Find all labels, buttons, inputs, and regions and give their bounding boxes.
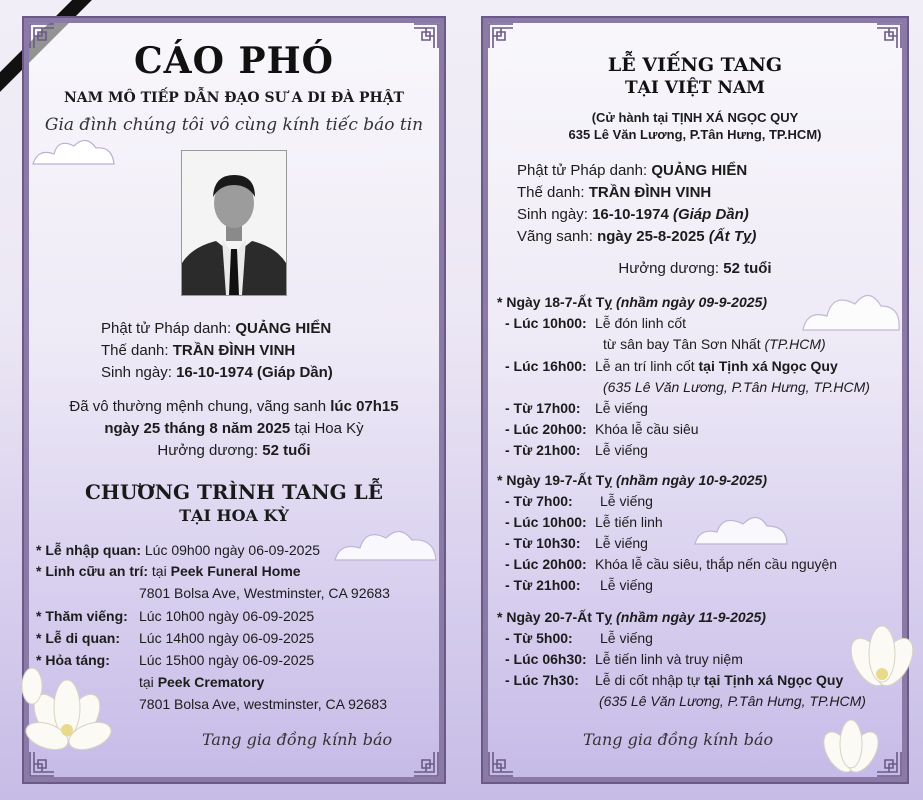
day-2-item-3-time: - Từ 10h30: [505,535,581,551]
crematory-address: 7801 Bolsa Ave, westminster, CA 92683 [139,696,388,712]
event-cremation: * Hỏa táng: [36,652,110,668]
day-3-item-2-desc: Lễ tiến linh và truy niệm [595,651,743,667]
lotus-flower-image [12,658,142,788]
dharma-name-line: Phật tử Pháp danh: QUẢNG HIỂN [517,162,748,179]
day-3-item-1-desc: Lễ viếng [600,630,653,646]
day-3-item-3-address: (635 Lê Văn Lương, P.Tân Hưng, TP.HCM) [599,693,866,709]
cloud-ornament [799,280,903,340]
passing-date-line: Vãng sanh: ngày 25-8-2025 (Ất Tỵ) [517,228,757,245]
death-line-1: Đã vô thường mệnh chung, vãng sanh lúc 07h15 [69,398,399,415]
day-1-item-5-time: - Từ 21h00: [505,442,581,458]
day-3-item-2-time: - Lúc 06h30: [505,651,587,667]
death-line-2: ngày 25 tháng 8 năm 2025 tại Hoa Kỳ [104,420,364,437]
secular-name-line: Thế danh: TRẦN ĐÌNH VINH [517,184,712,201]
portrait-photo [181,150,287,296]
age-line: Hưởng dương: 52 tuổi [618,260,772,277]
corner-ornament [487,22,515,50]
venue-address: 635 Lê Văn Lương, P.Tân Hưng, TP.HCM) [568,127,822,142]
secular-name-line: Thế danh: TRẦN ĐÌNH VINH [101,342,296,359]
venue-line: (Cử hành tại TỊNH XÁ NGỌC QUY [591,110,799,125]
day-2-item-4-desc: Khóa lễ cầu siêu, thắp nến cầu nguyện [595,556,838,572]
day-3-heading: * Ngày 20-7-Ất Tỵ (nhầm ngày 11-9-2025) [497,609,766,625]
corner-ornament [875,22,903,50]
birth-date-line: Sinh ngày: 16-10-1974 (Giáp Dần) [517,206,749,223]
event-procession: * Lễ di quan: [36,630,120,646]
obituary-title: CÁO PHÓ [134,40,334,82]
program-subtitle: TẠI HOA KỲ [179,506,289,525]
visitation-time: Lúc 10h00 ngày 06-09-2025 [139,608,315,624]
day-1-item-1-desc2: từ sân bay Tân Sơn Nhất (TP.HCM) [603,336,826,352]
day-2-item-5-desc: Lễ viếng [600,577,653,593]
day-2-item-5-time: - Từ 21h00: [505,577,581,593]
crematory-name: tại Peek Crematory [139,674,265,690]
event-lying-in-state: * Linh cữu an trí: tại Peek Funeral Home [36,563,301,579]
day-1-item-4-time: - Lúc 20h00: [505,421,587,437]
birth-date-line: Sinh ngày: 16-10-1974 (Giáp Dần) [101,364,333,381]
cloud-ornament [28,130,118,170]
event-coffining: * Lễ nhập quan: Lúc 09h00 ngày 06-09-2025 [36,542,321,558]
day-1-item-4-desc: Khóa lễ cầu siêu [595,421,699,437]
day-1-item-3-desc: Lễ viếng [595,400,648,416]
day-1-item-3-time: - Từ 17h00: [505,400,581,416]
day-2-item-2-desc: Lễ tiến linh [595,514,663,530]
memorial-title: LỄ VIẾNG TANG [607,54,783,76]
day-1-item-2-address: (635 Lê Văn Lương, P.Tân Hưng, TP.HCM) [603,379,870,395]
event-visitation: * Thăm viếng: [36,608,128,624]
closing-signature: Tang gia đồng kính báo [202,730,393,749]
day-1-item-2-desc: Lễ an trí linh cốt tại Tịnh xá Ngọc Quy [595,358,838,374]
procession-time: Lúc 14h00 ngày 06-09-2025 [139,630,315,646]
day-3-item-1-time: - Từ 5h00: [505,630,573,646]
day-2-item-2-time: - Lúc 10h00: [505,514,587,530]
obituary-panel [22,16,446,784]
cremation-time: Lúc 15h00 ngày 06-09-2025 [139,652,315,668]
age-line: Hưởng dương: 52 tuổi [157,442,311,459]
day-3-item-3-desc: Lễ di cốt nhập tự tại Tịnh xá Ngọc Quy [595,672,844,688]
memorial-subtitle: TẠI VIỆT NAM [625,78,765,98]
day-3-item-3-time: - Lúc 7h30: [505,672,579,688]
closing-signature: Tang gia đồng kính báo [583,730,774,749]
cloud-ornament [691,506,791,550]
announcement-intro: Gia đình chúng tôi vô cùng kính tiếc báo tin [44,115,424,135]
buddhist-invocation: NAM MÔ TIẾP DẪN ĐẠO SƯ A DI ĐÀ PHẬT [64,90,404,106]
day-2-heading: * Ngày 19-7-Ất Tỵ (nhầm ngày 10-9-2025) [497,472,767,488]
day-1-item-1-desc: Lễ đón linh cốt [595,315,687,331]
day-2-item-4-time: - Lúc 20h00: [505,556,587,572]
day-1-item-2-time: - Lúc 16h00: [505,358,587,374]
day-2-item-1-desc: Lễ viếng [600,493,653,509]
day-2-item-3-desc: Lễ viếng [595,535,648,551]
day-2-item-1-time: - Từ 7h00: [505,493,573,509]
day-1-item-1-time: - Lúc 10h00: [505,315,587,331]
dharma-name-line: Phật tử Pháp danh: QUẢNG HIỂN [101,320,332,337]
corner-ornament [487,750,515,778]
cloud-ornament [330,518,440,568]
corner-ornament [412,750,440,778]
vietnam-memorial-panel [481,16,909,784]
day-1-heading: * Ngày 18-7-Ất Tỵ (nhầm ngày 09-9-2025) [497,294,767,310]
program-title: CHƯƠNG TRÌNH TANG LỄ [85,480,383,504]
day-1-item-5-desc: Lễ viếng [595,442,648,458]
funeral-home-address: 7801 Bolsa Ave, Westminster, CA 92683 [139,585,390,601]
